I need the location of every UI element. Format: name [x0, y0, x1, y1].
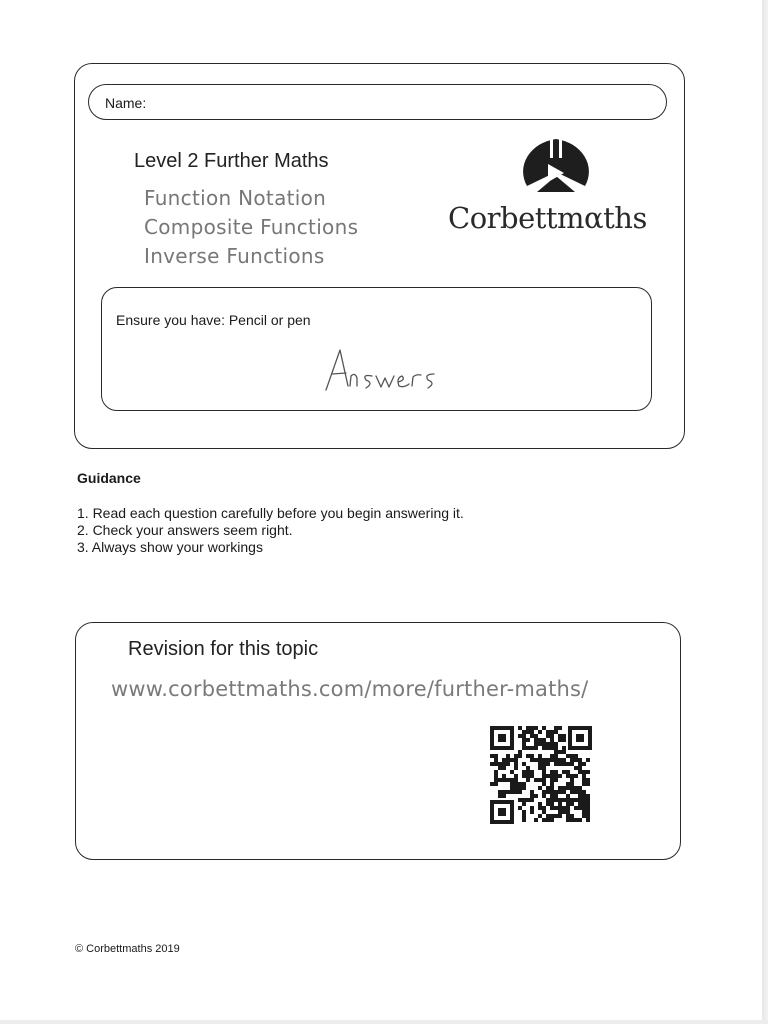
topic-list [144, 184, 358, 271]
name-label: Name: [105, 95, 147, 111]
name-field[interactable] [88, 84, 667, 120]
guidance-item: 2. Check your answers seem right. [77, 522, 293, 538]
copyright: © Corbettmaths 2019 [75, 943, 180, 955]
corbettmaths-logo-icon [514, 136, 598, 204]
guidance-heading: Guidance [77, 470, 141, 486]
course-title: Level 2 Further Maths [134, 150, 329, 172]
guidance-list [77, 505, 464, 556]
guidance-item: 1. Read each question carefully before you begin answering it. [77, 505, 464, 521]
logo-wordmark: Corbettmαths [448, 201, 647, 235]
page-edge [762, 0, 768, 1024]
page-bottom-edge [0, 1020, 768, 1024]
qr-code-icon[interactable] [490, 726, 592, 824]
topic-item: Inverse Functions [144, 244, 325, 268]
equipment-text: Ensure you have: Pencil or pen [116, 312, 311, 328]
handwritten-answers-annotation [322, 346, 452, 394]
revision-url-link[interactable]: www.corbettmaths.com/more/further-maths/ [111, 677, 589, 701]
revision-heading: Revision for this topic [128, 638, 319, 660]
topic-item: Composite Functions [144, 215, 359, 239]
topic-item: Function Notation [144, 186, 327, 210]
guidance-item: 3. Always show your workings [77, 539, 263, 555]
